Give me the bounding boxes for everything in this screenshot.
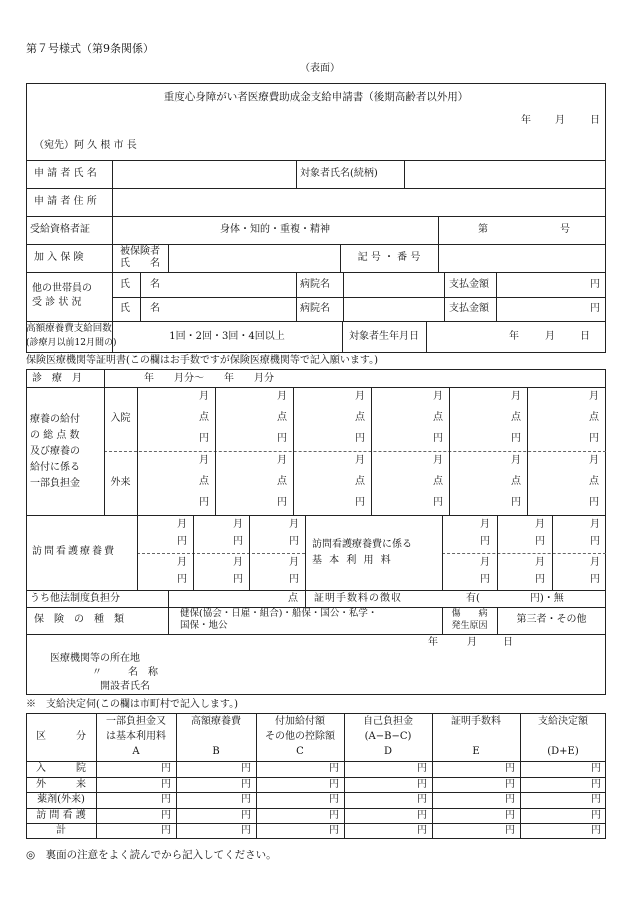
addressee: （宛先）阿 久 根 市 長	[34, 140, 137, 151]
decision-yen-unit: 円	[241, 825, 251, 836]
decision-yen-unit: 円	[241, 810, 251, 821]
decision-column-code: C	[296, 746, 304, 757]
birth-date-year: 年	[509, 331, 519, 342]
decision-yen-unit: 円	[505, 794, 515, 805]
inpatient-month-unit: 月	[589, 391, 599, 402]
visit-nursing-month-unit: 月	[233, 557, 243, 568]
injury-cause-label-2: 発生原因	[451, 621, 488, 631]
household-hospital-field[interactable]	[345, 274, 442, 295]
visit-nursing-month-unit: 月	[289, 557, 299, 568]
inpatient-month-unit: 月	[199, 391, 209, 402]
visit-basic-fee-month-unit: 月	[535, 557, 545, 568]
decision-yen-unit: 円	[161, 825, 171, 836]
other-law-burden-label: うち他法制度負担分	[30, 593, 120, 604]
decision-row-divider	[26, 823, 606, 824]
application-date-month: 月	[555, 115, 565, 126]
decision-column-code: A	[132, 746, 140, 757]
decision-yen-unit: 円	[417, 763, 427, 774]
outpatient-yen-unit: 円	[355, 497, 365, 508]
visit-basic-fee-yen-unit: 円	[590, 574, 600, 585]
other-household-label-1: 他の世帯員の	[32, 283, 92, 294]
high-cost-count-label: 高額療養費支給回数	[26, 323, 112, 334]
decision-column-title: 自己負担金	[363, 716, 413, 727]
cert-date-month: 月	[467, 637, 477, 648]
other-household-label-2: 受 診 状 況	[32, 297, 82, 308]
household-payment-label: 支払金額	[449, 279, 489, 290]
decision-header-divider	[26, 761, 606, 762]
treatment-label-line: 給付に係る	[30, 462, 80, 473]
decision-column-code: B	[212, 746, 220, 757]
decision-column-code: E	[472, 746, 480, 757]
inpatient-points-unit: 点	[355, 412, 365, 423]
inpatient-points-unit: 点	[589, 412, 599, 423]
visit-basic-fee-yen-unit: 円	[480, 536, 490, 547]
visit-nursing-yen-unit: 円	[177, 574, 187, 585]
certificate-types[interactable]: 身体・知的・重複・精神	[220, 224, 330, 235]
outpatient-points-unit: 点	[589, 476, 599, 487]
decision-yen-unit: 円	[329, 763, 339, 774]
treatment-month-range[interactable]: 年 月分〜 年 月分	[144, 373, 274, 384]
outpatient-yen-unit: 円	[277, 497, 287, 508]
decision-row-label: 計	[56, 825, 66, 836]
outpatient-yen-unit: 円	[199, 497, 209, 508]
applicant-name-label: 申 請 者 氏 名	[34, 168, 97, 179]
application-date-day: 日	[590, 115, 600, 126]
outpatient-yen-unit: 円	[433, 497, 443, 508]
household-name-label: 氏 名	[120, 303, 160, 314]
other-law-points-unit: 点	[288, 593, 298, 604]
visit-basic-fee-month-unit: 月	[590, 557, 600, 568]
decision-yen-unit: 円	[417, 810, 427, 821]
decision-column-subtitle: は基本利用料	[106, 731, 166, 742]
decision-yen-unit: 円	[329, 810, 339, 821]
decision-yen-unit: 円	[591, 794, 601, 805]
visit-basic-fee-label-1: 訪問看護療養費に係る	[312, 539, 412, 550]
facility-name-ditto: 〃	[92, 667, 102, 678]
cert-fee-label: 証明手数料の徴収	[314, 593, 402, 604]
visit-nursing-month-unit: 月	[289, 519, 299, 530]
form-title: 重度心身障がい者医療費助成金支給申請書（後期高齢者以外用）	[163, 91, 469, 103]
decision-column-title: 付加給付額	[275, 716, 325, 727]
facility-founder-label: 開設者氏名	[100, 681, 150, 692]
insurance-label: 加 入 保 険	[34, 252, 84, 263]
decision-row-label: 入 院	[36, 763, 86, 774]
household-hospital-label: 病院名	[300, 279, 330, 290]
visit-nursing-yen-unit: 円	[289, 574, 299, 585]
decision-yen-unit: 円	[241, 779, 251, 790]
inpatient-month-unit: 月	[355, 391, 365, 402]
insured-name-label-2: 氏 名	[120, 258, 160, 269]
outpatient-yen-unit: 円	[511, 497, 521, 508]
certificate-number-prefix: 第	[478, 224, 488, 235]
decision-column-title: 一部負担金又	[106, 716, 166, 727]
household-hospital-label: 病院名	[300, 303, 330, 314]
inpatient-yen-unit: 円	[511, 433, 521, 444]
insured-name-field[interactable]	[170, 246, 338, 270]
inpatient-label: 入院	[110, 413, 131, 424]
visit-nursing-month-unit: 月	[177, 519, 187, 530]
decision-column-title: 証明手数料	[451, 716, 501, 727]
outpatient-points-unit: 点	[355, 476, 365, 487]
inpatient-yen-unit: 円	[433, 433, 443, 444]
applicant-address-field[interactable]	[114, 190, 604, 214]
decision-yen-unit: 円	[161, 779, 171, 790]
decision-yen-unit: 円	[591, 825, 601, 836]
visit-nursing-yen-unit: 円	[289, 536, 299, 547]
household-name-label: 氏 名	[120, 279, 160, 290]
household-hospital-field[interactable]	[345, 299, 442, 319]
inpatient-yen-unit: 円	[589, 433, 599, 444]
cert-fee-value[interactable]: 有( 円)・無	[466, 593, 564, 604]
insurance-types-options[interactable]: 健保(協会・日雇・組合)・船保・国公・私学・	[180, 608, 378, 619]
decision-row-divider	[26, 792, 606, 793]
insurance-type-label: 保 険 の 種 類	[34, 614, 124, 625]
outpatient-month-unit: 月	[277, 455, 287, 466]
outpatient-month-unit: 月	[589, 455, 599, 466]
inpatient-points-unit: 点	[433, 412, 443, 423]
visit-nursing-label: 訪問看護療養費	[32, 546, 116, 557]
decision-column-subtitle: (A−B−C)	[364, 731, 412, 742]
birth-date-label: 対象者生年月日	[349, 331, 419, 342]
visit-nursing-yen-unit: 円	[233, 574, 243, 585]
inpatient-points-unit: 点	[511, 412, 521, 423]
decision-yen-unit: 円	[241, 763, 251, 774]
applicant-name-field[interactable]	[114, 162, 294, 186]
visit-nursing-month-unit: 月	[177, 557, 187, 568]
decision-yen-unit: 円	[161, 763, 171, 774]
decision-yen-unit: 円	[241, 794, 251, 805]
household-payment-yen: 円	[590, 279, 600, 290]
visit-nursing-yen-unit: 円	[233, 536, 243, 547]
certificate-number-suffix: 号	[560, 224, 570, 235]
decision-column-code: (D+E)	[547, 746, 579, 757]
symbol-number-label: 記 号 ・ 番 号	[357, 252, 421, 263]
household-payment-label: 支払金額	[449, 303, 489, 314]
visit-basic-fee-yen-unit: 円	[535, 536, 545, 547]
inpatient-month-unit: 月	[277, 391, 287, 402]
decision-yen-unit: 円	[591, 810, 601, 821]
target-person-label: 対象者氏名(続柄)	[300, 168, 378, 179]
decision-row-label: 薬剤(外来)	[37, 794, 85, 805]
decision-row-divider	[26, 777, 606, 778]
decision-yen-unit: 円	[329, 779, 339, 790]
injury-cause-options[interactable]: 第三者・その他	[516, 614, 587, 625]
decision-yen-unit: 円	[417, 825, 427, 836]
decision-yen-unit: 円	[505, 825, 515, 836]
outpatient-month-unit: 月	[511, 455, 521, 466]
inpatient-yen-unit: 円	[355, 433, 365, 444]
form-side-label: （表面）	[300, 63, 340, 74]
decision-column-title: 高額療養費	[191, 716, 241, 727]
footer-note: ◎ 裏面の注意をよく読んでから記入してください。	[26, 849, 277, 861]
decision-yen-unit: 円	[505, 763, 515, 774]
decision-yen-unit: 円	[161, 810, 171, 821]
decision-yen-unit: 円	[591, 763, 601, 774]
visit-basic-fee-yen-unit: 円	[590, 536, 600, 547]
inpatient-yen-unit: 円	[277, 433, 287, 444]
decision-row-label: 外 来	[36, 779, 86, 790]
cert-date-year: 年	[428, 637, 438, 648]
injury-cause-label-1: 傷 病	[451, 609, 488, 619]
visit-basic-fee-month-unit: 月	[480, 557, 490, 568]
outpatient-month-unit: 月	[199, 455, 209, 466]
medical-cert-heading: 保険医療機関等証明書(この欄はお手数ですが保険医療機関等で記入願います。)	[26, 355, 379, 366]
facility-name-label: 名 称	[128, 667, 158, 678]
visit-nursing-month-unit: 月	[233, 519, 243, 530]
decision-row-label: 訪 問 看 護	[36, 810, 86, 821]
decision-yen-unit: 円	[505, 779, 515, 790]
household-name-field[interactable]	[142, 299, 294, 319]
decision-column-subtitle: その他の控除額	[265, 731, 335, 742]
high-cost-count-options[interactable]: 1回・2回・3回・4回以上	[169, 331, 285, 342]
cert-date-day: 日	[503, 637, 513, 648]
treatment-label-line: の 総 点 数	[30, 430, 80, 441]
decision-yen-unit: 円	[417, 794, 427, 805]
visit-basic-fee-month-unit: 月	[590, 519, 600, 530]
insured-name-label-1: 被保険者	[120, 246, 160, 257]
decision-yen-unit: 円	[329, 825, 339, 836]
outpatient-points-unit: 点	[199, 476, 209, 487]
treatment-label-line: 及び療養の	[30, 446, 80, 457]
treatment-label-line: 一部負担金	[30, 478, 80, 489]
decision-yen-unit: 円	[329, 794, 339, 805]
outpatient-label: 外来	[110, 477, 131, 488]
outpatient-yen-unit: 円	[589, 497, 599, 508]
birth-date-day: 日	[580, 331, 590, 342]
decision-column-title: 支給決定額	[538, 716, 588, 727]
decision-yen-unit: 円	[417, 779, 427, 790]
form-number: 第７号様式（第9条関係）	[26, 42, 154, 55]
outpatient-points-unit: 点	[433, 476, 443, 487]
decision-heading: ※ 支給決定伺(この欄は市町村で記入します。)	[26, 699, 239, 710]
inpatient-month-unit: 月	[511, 391, 521, 402]
inpatient-month-unit: 月	[433, 391, 443, 402]
visit-basic-fee-yen-unit: 円	[480, 574, 490, 585]
inpatient-yen-unit: 円	[199, 433, 209, 444]
household-name-field[interactable]	[142, 274, 294, 295]
visit-nursing-yen-unit: 円	[177, 536, 187, 547]
birth-date-month: 月	[545, 331, 555, 342]
insurance-types-options-2[interactable]: 国保・地公	[180, 620, 228, 631]
inpatient-points-unit: 点	[199, 412, 209, 423]
treatment-label-line: 療養の給付	[30, 414, 80, 425]
decision-column-code: D	[383, 746, 393, 757]
decision-yen-unit: 円	[161, 794, 171, 805]
inpatient-points-unit: 点	[277, 412, 287, 423]
visit-basic-fee-month-unit: 月	[480, 519, 490, 530]
treatment-month-label: 診 療 月	[32, 373, 82, 384]
visit-basic-fee-yen-unit: 円	[535, 574, 545, 585]
decision-row-divider	[26, 808, 606, 809]
target-person-field[interactable]	[406, 162, 604, 186]
applicant-address-label: 申 請 者 住 所	[34, 196, 97, 207]
household-payment-yen: 円	[590, 303, 600, 314]
decision-yen-unit: 円	[591, 779, 601, 790]
high-cost-count-period: (診療月以前12月間の)	[26, 338, 117, 348]
application-date-year: 年	[521, 115, 531, 126]
outpatient-points-unit: 点	[277, 476, 287, 487]
decision-yen-unit: 円	[505, 810, 515, 821]
outpatient-month-unit: 月	[355, 455, 365, 466]
outpatient-points-unit: 点	[511, 476, 521, 487]
visit-basic-fee-label-2: 基 本 利 用 料	[312, 555, 393, 566]
symbol-number-field[interactable]	[440, 246, 604, 270]
certificate-label: 受給資格者証	[30, 224, 90, 235]
outpatient-month-unit: 月	[433, 455, 443, 466]
facility-address-label: 医療機関等の所在地	[50, 653, 140, 664]
decision-category-label: 区 分	[36, 731, 86, 742]
visit-basic-fee-month-unit: 月	[535, 519, 545, 530]
